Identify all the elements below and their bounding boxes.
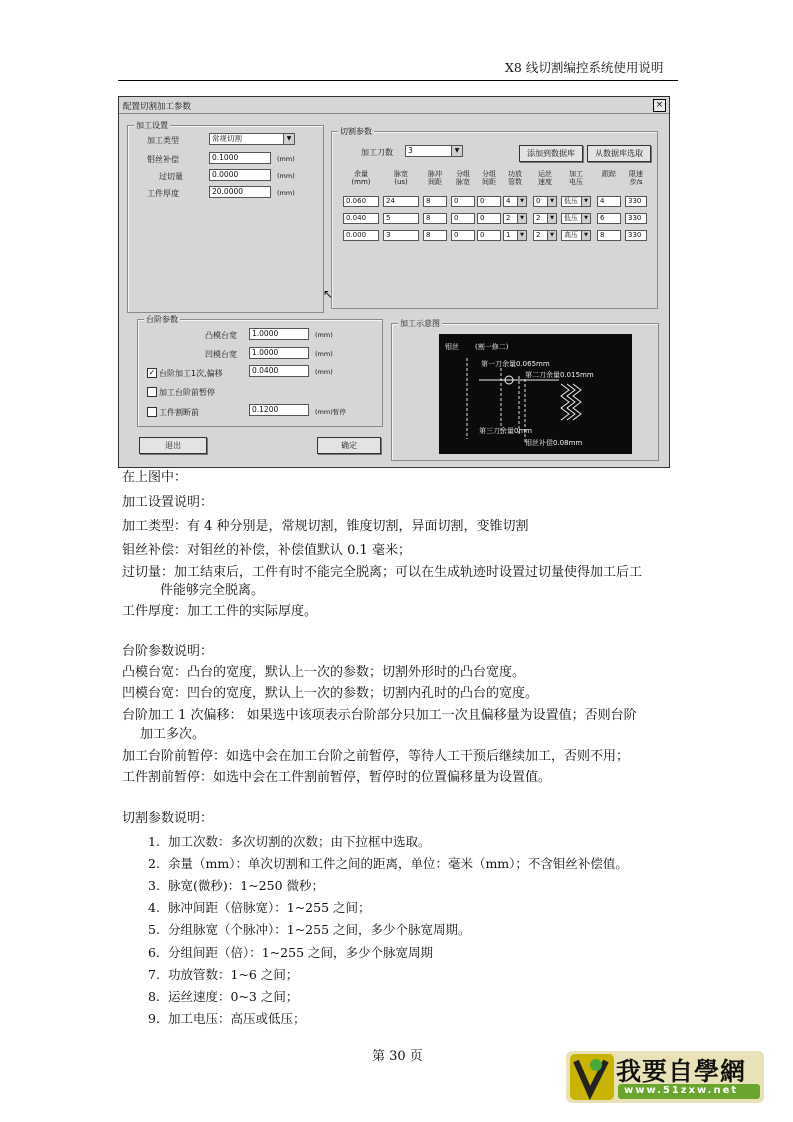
cut-item-text: 余量（mm）：单次切割和工件之间的距离，单位：毫米（mm）；不含钼丝补偿值。: [168, 856, 628, 872]
pause-step-label: 加工台阶前暂停: [159, 388, 215, 397]
cut-cell-value: 8: [600, 231, 605, 239]
chevron-down-icon: ▼: [517, 197, 526, 206]
convex-input[interactable]: 1.0000: [249, 328, 309, 340]
cursor-icon: ↖: [323, 287, 334, 301]
cut-cell-tubes[interactable]: [503, 230, 527, 241]
logo-url: www.51zxw.net: [624, 1085, 739, 1096]
cut-cell-pulse[interactable]: [383, 230, 419, 241]
cut-item-number: 4.: [148, 900, 160, 916]
cut-cell-value: 24: [386, 197, 395, 205]
setup-line: 工件厚度：加工工件的实际厚度。: [122, 604, 318, 619]
cut-item: [148, 834, 431, 850]
cut-cell-value: 8: [426, 197, 431, 205]
cut-params-legend: 切割参数: [340, 127, 372, 136]
thickness-unit: (mm): [277, 189, 295, 197]
cut-cell-value: 330: [628, 197, 642, 205]
overcut-label: 过切量: [159, 172, 183, 181]
thickness-label: 工件厚度: [147, 189, 179, 198]
preview-mode: (割一修二): [475, 343, 509, 351]
cut-cell-value: 低压: [564, 197, 578, 205]
step-once-checkbox[interactable]: ✓: [148, 368, 156, 377]
cut-cell-gap[interactable]: [423, 213, 447, 224]
cut-cell-speed[interactable]: [533, 196, 557, 207]
cut-cell-value: 低压: [564, 214, 578, 222]
step-line: 凹模台宽：凹台的宽度，默认上一次的参数；切割内孔时的凸台的宽度。: [122, 686, 539, 701]
cut-cell-allow[interactable]: [343, 213, 379, 224]
chevron-down-icon: ▼: [581, 214, 590, 223]
cut-cell-limit[interactable]: [625, 196, 647, 207]
add-to-db-button[interactable]: 添加到数据库: [519, 145, 583, 162]
cut-cell-value: 0: [480, 231, 485, 239]
cut-cell-allow[interactable]: [343, 196, 379, 207]
cut-item: [148, 856, 628, 872]
cut-header-line: (mm): [351, 178, 371, 186]
cut-header-line: 功放: [508, 170, 522, 178]
cut-item-text: 脉宽(微秒)：1~250 微秒；: [168, 878, 325, 894]
cut-header: [625, 170, 647, 186]
cut-item-number: 3.: [148, 878, 160, 894]
concave-label: 凹模台宽: [205, 350, 237, 359]
cut-cell-limit[interactable]: [625, 230, 647, 241]
cut-cell-value: 2: [506, 214, 511, 222]
cut-header-line: 脉宽: [394, 170, 408, 178]
preview-comp: 钼丝补偿0.08mm: [525, 439, 583, 447]
cut-header-line: 运丝: [538, 170, 552, 178]
cut-header: [477, 170, 501, 186]
ok-button[interactable]: 确定: [317, 437, 381, 454]
pause-cut-checkbox[interactable]: [147, 407, 157, 417]
cut-cell-gap[interactable]: [423, 196, 447, 207]
preview-second: 第二刀余量0.015mm: [525, 371, 594, 379]
chevron-down-icon: ▼: [283, 134, 294, 144]
cut-header-line: 步/s: [629, 178, 643, 186]
cut-item-text: 加工电压：高压或低压；: [168, 1010, 306, 1026]
cut-cell-grp_g[interactable]: [477, 196, 501, 207]
preview-diagram: [439, 334, 632, 454]
cut-item: [148, 878, 324, 894]
cut-item-number: 7.: [148, 966, 160, 982]
page-number: 第 30 页: [372, 1049, 423, 1064]
machining-legend: 加工设置: [136, 121, 168, 130]
cut-cell-value: 0: [454, 231, 459, 239]
cut-cell-grp_w[interactable]: [451, 230, 475, 241]
cut-header-line: 跟踪: [602, 170, 616, 178]
cut-cell-grp_g[interactable]: [477, 213, 501, 224]
cut-header-line: 限速: [629, 170, 643, 178]
cut-header: [423, 170, 447, 186]
chevron-down-icon: ▼: [517, 231, 526, 240]
cut-cell-limit[interactable]: [625, 213, 647, 224]
pause-cut-suffix: (mm)暂停: [315, 408, 346, 416]
chevron-down-icon: ▼: [451, 146, 462, 156]
cut-header-line: 管数: [508, 178, 522, 186]
cut-cell-value: 4: [600, 197, 605, 205]
step-once-label: 台阶加工1次,偏移: [159, 369, 223, 378]
cut-header: [343, 170, 379, 186]
cut-header: [561, 170, 591, 186]
convex-label: 凸模台宽: [205, 331, 237, 340]
step-line: 加工多次。: [140, 727, 206, 742]
cut-cell-volt[interactable]: [561, 213, 591, 224]
cut-item: [148, 989, 298, 1005]
convex-unit: (mm): [315, 331, 333, 339]
dialog-title: 配置切割加工参数: [123, 102, 192, 112]
step-line: 台阶加工 1 次偏移： 如果选中该项表示台阶部分只加工一次且偏移量为设置值；否则台阶: [122, 708, 637, 723]
cut-item-text: 运丝速度：0~3 之间；: [168, 988, 299, 1004]
type-value: 常规切割: [212, 134, 242, 143]
cut-item-text: 加工次数：多次切割的次数；由下拉框中选取。: [168, 834, 431, 849]
cut-cell-value: 2: [536, 214, 541, 222]
cut-item-number: 5.: [148, 922, 160, 938]
cut-cell-tubes[interactable]: [503, 196, 527, 207]
cut-cell-track[interactable]: [597, 196, 621, 207]
pause-step-checkbox[interactable]: [147, 387, 157, 397]
cut-header: [503, 170, 527, 186]
cut-cell-gap[interactable]: [423, 230, 447, 241]
cut-cell-volt[interactable]: [561, 230, 591, 241]
preview-image: [439, 334, 632, 454]
overcut-unit: (mm): [277, 172, 295, 180]
setup-line: 钼丝补偿：对钼丝的补偿，补偿值默认 0.1 毫米；: [122, 543, 411, 558]
cut-header-line: (us): [394, 178, 408, 186]
passes-value: 3: [408, 146, 413, 155]
config-dialog: [118, 96, 670, 468]
cut-cell-value: 330: [628, 214, 642, 222]
setup-line: 过切量：加工结束后，工件有时不能完全脱离；可以在生成轨迹时设置过切量使得加工后工: [122, 565, 643, 580]
wire-comp-label: 钼丝补偿: [147, 155, 179, 164]
cut-item-number: 2.: [148, 856, 160, 872]
step-once-unit: (mm): [315, 368, 333, 376]
cut-header-line: 间距: [428, 178, 442, 186]
chevron-down-icon: ▼: [517, 214, 526, 223]
cut-item-number: 1.: [148, 834, 160, 849]
cut-cell-value: 0.040: [346, 214, 367, 222]
cut-header-line: 分组: [482, 170, 496, 178]
cut-cell-speed[interactable]: [533, 230, 557, 241]
step-title: 台阶参数说明：: [122, 644, 214, 659]
cut-header-line: 加工: [569, 170, 583, 178]
dialog-titlebar: [119, 97, 669, 114]
step-legend: 台阶参数: [146, 315, 178, 324]
cut-header-line: 脉宽: [456, 178, 470, 186]
step-line: 工件割前暂停：如选中会在工件割前暂停，暂停时的位置偏移量为设置值。: [122, 770, 552, 785]
setup-line: 件能够完全脱离。: [160, 583, 265, 598]
cut-cell-pulse[interactable]: [383, 213, 419, 224]
concave-unit: (mm): [315, 350, 333, 358]
thickness-input[interactable]: 20.0000: [209, 186, 271, 198]
cut-cell-value: 3: [386, 231, 391, 239]
cut-header: [383, 170, 419, 186]
concave-input[interactable]: 1.0000: [249, 347, 309, 359]
cut-cell-value: 5: [386, 214, 391, 222]
cut-cell-value: 0: [454, 197, 459, 205]
cut-cell-allow[interactable]: [343, 230, 379, 241]
chevron-down-icon: ▼: [547, 214, 556, 223]
preview-third: 第三刀余量0mm: [479, 427, 533, 435]
cut-item-text: 分组脉宽（个脉冲）：1~255 之间，多少个脉宽周期。: [168, 922, 471, 938]
wire-comp-unit: (mm): [277, 155, 295, 163]
cut-cell-track[interactable]: [597, 230, 621, 241]
cut-header-line: 速度: [538, 178, 552, 186]
cut-cell-value: 0.060: [346, 197, 367, 205]
cut-cell-pulse[interactable]: [383, 196, 419, 207]
step-line: 加工台阶前暂停：如选中会在加工台阶之前暂停，等待人工干预后继续加工，否则不用；: [122, 749, 630, 764]
cut-cell-value: 高压: [564, 231, 578, 239]
passes-label: 加工刀数: [361, 148, 393, 157]
cut-cell-value: 8: [426, 214, 431, 222]
type-label: 加工类型: [147, 136, 179, 145]
intro-line: 在上图中：: [122, 470, 188, 485]
cut-item-number: 6.: [148, 944, 160, 960]
cut-title: 切割参数说明：: [122, 811, 214, 826]
cut-item: [148, 900, 371, 916]
cut-cell-tubes[interactable]: [503, 213, 527, 224]
chevron-down-icon: ▼: [547, 231, 556, 240]
cut-cell-grp_w[interactable]: [451, 213, 475, 224]
cut-header: [597, 170, 621, 178]
cut-cell-value: 0: [536, 197, 541, 205]
cut-cell-value: 330: [628, 231, 642, 239]
preview-first: 第一刀余量0.065mm: [481, 360, 550, 368]
cut-item: [148, 945, 433, 961]
cut-header-line: 脉冲: [428, 170, 442, 178]
cut-cell-volt[interactable]: [561, 196, 591, 207]
cut-item: [148, 922, 471, 938]
cut-item: [148, 1011, 306, 1027]
cut-header-line: 分组: [456, 170, 470, 178]
exit-button[interactable]: 退出: [139, 437, 207, 454]
overcut-input[interactable]: 0.0000: [209, 169, 271, 181]
cut-item-text: 脉冲间距（倍脉宽）：1~255 之间；: [168, 900, 371, 916]
cut-header: [451, 170, 475, 186]
header-rule: [118, 80, 678, 81]
chevron-down-icon: ▼: [581, 197, 590, 206]
chevron-down-icon: ▼: [581, 231, 590, 240]
cut-cell-speed[interactable]: [533, 213, 557, 224]
cut-header: [533, 170, 557, 186]
wire-comp-input[interactable]: 0.1000: [209, 152, 271, 164]
pause-cut-label: 工件割断前: [159, 408, 199, 417]
cut-item-text: 分组间距（倍）：1~255 之间，多少个脉宽周期: [168, 944, 434, 960]
cut-cell-value: 0: [454, 214, 459, 222]
cut-cell-value: 4: [506, 197, 511, 205]
cut-item-number: 9.: [148, 1010, 160, 1026]
cut-cell-value: 0: [480, 214, 485, 222]
chevron-down-icon: ▼: [547, 197, 556, 206]
cut-header-line: 电压: [569, 178, 583, 186]
cut-cell-value: 0.000: [346, 231, 367, 239]
step-line: 凸模台宽：凸台的宽度，默认上一次的参数；切割外形时的凸台宽度。: [122, 665, 526, 680]
setup-line: 加工类型：有 4 种分别是，常规切割，锥度切割，异面切割，变锥切割: [122, 519, 529, 534]
setup-title: 加工设置说明：: [122, 495, 214, 510]
preview-wire: 钼丝: [445, 343, 459, 351]
cut-item-text: 功放管数：1~6 之间；: [168, 966, 299, 982]
cut-cell-value: 2: [536, 231, 541, 239]
cut-cell-value: 8: [426, 231, 431, 239]
cut-item: [148, 967, 298, 983]
cut-cell-value: 1: [506, 231, 511, 239]
select-from-db-button[interactable]: 从数据库选取: [587, 145, 651, 162]
pause-cut-input[interactable]: 0.1200: [249, 404, 309, 416]
close-icon[interactable]: ×: [653, 99, 666, 112]
cut-cell-grp_w[interactable]: [451, 196, 475, 207]
cut-header-line: 余量: [354, 170, 368, 178]
cut-cell-track[interactable]: [597, 213, 621, 224]
cut-cell-grp_g[interactable]: [477, 230, 501, 241]
cut-cell-value: 6: [600, 214, 605, 222]
logo-text: 我要自學網: [616, 1057, 747, 1086]
preview-legend: 加工示意图: [400, 319, 440, 328]
cut-header-line: 间距: [482, 178, 496, 186]
cut-cell-value: 0: [480, 197, 485, 205]
document-header: X8 线切割编控系统使用说明: [505, 60, 664, 75]
step-once-input[interactable]: 0.0400: [249, 365, 309, 377]
passes-select[interactable]: [405, 145, 463, 157]
type-select[interactable]: [209, 133, 295, 145]
cut-item-number: 8.: [148, 988, 160, 1004]
